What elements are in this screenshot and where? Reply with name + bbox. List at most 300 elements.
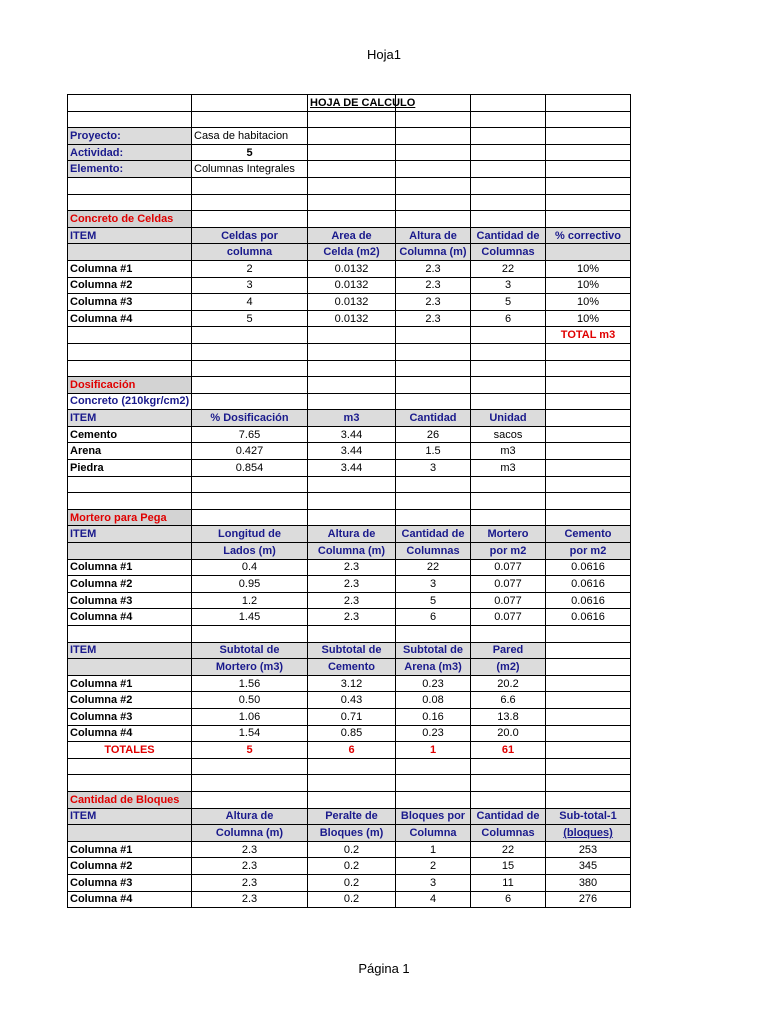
page-footer: Página 1 (358, 961, 410, 976)
table-cell[interactable]: 4 (396, 891, 471, 908)
table-cell[interactable] (192, 194, 308, 211)
table-cell[interactable]: 10% (546, 277, 631, 294)
table-cell[interactable] (308, 211, 396, 228)
table-cell[interactable] (546, 443, 631, 460)
table-cell[interactable]: 0.0132 (308, 294, 396, 311)
table-cell[interactable] (546, 708, 631, 725)
table-cell[interactable]: 0.077 (471, 576, 546, 593)
table-cell[interactable]: 1.56 (192, 675, 308, 692)
table-cell[interactable]: Columna #2 (68, 277, 192, 294)
table-cell[interactable]: ITEM (68, 410, 192, 427)
table-cell[interactable]: Columna #1 (68, 559, 192, 576)
table-row (68, 177, 631, 194)
table-cell[interactable]: 10% (546, 260, 631, 277)
table-cell[interactable]: Columna #2 (68, 858, 192, 875)
table-cell[interactable] (471, 360, 546, 377)
table-cell[interactable]: 13.8 (471, 708, 546, 725)
table-cell[interactable]: Cantidad de (471, 808, 546, 825)
table-cell[interactable]: Columna (396, 825, 471, 842)
table-cell[interactable] (546, 128, 631, 145)
table-cell[interactable] (68, 543, 192, 560)
table-cell[interactable]: 0.0132 (308, 310, 396, 327)
table-cell[interactable] (546, 775, 631, 792)
table-cell[interactable] (396, 144, 471, 161)
table-cell[interactable] (396, 393, 471, 410)
table-cell[interactable]: 3.44 (308, 443, 396, 460)
table-cell[interactable] (308, 493, 396, 510)
table-cell[interactable]: ITEM (68, 526, 192, 543)
table-cell[interactable]: Columnas (471, 825, 546, 842)
table-cell[interactable]: Unidad (471, 410, 546, 427)
table-cell[interactable] (192, 211, 308, 228)
table-cell[interactable] (471, 327, 546, 344)
table-cell[interactable] (68, 476, 192, 493)
table-cell[interactable]: 2.3 (192, 858, 308, 875)
table-cell[interactable]: TOTAL m3 (546, 327, 631, 344)
table-cell[interactable]: Cantidad de (471, 227, 546, 244)
table-cell[interactable]: Subtotal de (308, 642, 396, 659)
table-cell[interactable] (68, 493, 192, 510)
table-cell[interactable]: 6 (471, 310, 546, 327)
table-cell[interactable]: Area de (308, 227, 396, 244)
table-cell[interactable]: Celda (m2) (308, 244, 396, 261)
table-cell[interactable] (192, 493, 308, 510)
table-cell[interactable] (68, 825, 192, 842)
table-cell[interactable]: 1.06 (192, 708, 308, 725)
table-cell[interactable] (546, 211, 631, 228)
table-cell[interactable] (471, 393, 546, 410)
table-cell[interactable]: 2.3 (192, 841, 308, 858)
table-cell[interactable]: 2.3 (308, 576, 396, 593)
table-cell[interactable]: 0.2 (308, 874, 396, 891)
table-cell[interactable]: Cantidad de (396, 526, 471, 543)
table-cell[interactable]: Columnas Integrales (192, 161, 308, 178)
table-cell[interactable] (471, 211, 546, 228)
table-cell[interactable] (308, 476, 396, 493)
table-cell[interactable]: (bloques) (546, 825, 631, 842)
table-cell[interactable]: Piedra (68, 460, 192, 477)
table-cell[interactable]: 0.95 (192, 576, 308, 593)
table-cell[interactable] (546, 95, 631, 112)
table-cell[interactable]: 253 (546, 841, 631, 858)
table-cell[interactable]: 7.65 (192, 426, 308, 443)
table-cell[interactable] (68, 194, 192, 211)
table-cell[interactable]: 0.50 (192, 692, 308, 709)
table-cell[interactable] (471, 377, 546, 394)
table-cell[interactable]: Bloques por (396, 808, 471, 825)
table-cell[interactable] (546, 675, 631, 692)
table-cell[interactable] (396, 509, 471, 526)
spreadsheet-table (67, 94, 631, 908)
table-cell[interactable] (68, 327, 192, 344)
table-cell[interactable]: 6 (308, 742, 396, 759)
table-cell[interactable]: 2.3 (396, 277, 471, 294)
table-cell[interactable]: Columna #3 (68, 592, 192, 609)
table-cell[interactable]: 0.0616 (546, 559, 631, 576)
table-cell[interactable] (308, 360, 396, 377)
table-cell[interactable]: Altura de (192, 808, 308, 825)
table-cell[interactable]: 0.077 (471, 609, 546, 626)
table-cell[interactable] (396, 360, 471, 377)
table-cell[interactable]: 380 (546, 874, 631, 891)
table-cell[interactable]: 0.2 (308, 891, 396, 908)
table-cell[interactable] (546, 194, 631, 211)
table-cell[interactable] (192, 791, 308, 808)
table-cell[interactable]: Columnas (471, 244, 546, 261)
table-cell[interactable]: 6 (471, 891, 546, 908)
table-cell[interactable] (546, 460, 631, 477)
table-cell[interactable] (546, 725, 631, 742)
table-row (68, 194, 631, 211)
table-cell[interactable]: Columna #4 (68, 609, 192, 626)
table-cell[interactable]: Altura de (396, 227, 471, 244)
table-cell[interactable]: % Dosificación (192, 410, 308, 427)
table-cell[interactable]: 0.08 (396, 692, 471, 709)
table-cell[interactable] (396, 194, 471, 211)
table-cell[interactable]: 5 (192, 310, 308, 327)
table-cell[interactable] (308, 393, 396, 410)
table-cell[interactable] (546, 659, 631, 676)
table-cell[interactable] (308, 327, 396, 344)
table-cell[interactable]: Celdas por (192, 227, 308, 244)
table-cell[interactable]: por m2 (471, 543, 546, 560)
table-cell[interactable]: Altura de (308, 526, 396, 543)
table-cell[interactable]: 0.43 (308, 692, 396, 709)
table-cell[interactable] (396, 791, 471, 808)
table-cell[interactable]: 6.6 (471, 692, 546, 709)
table-cell[interactable] (396, 161, 471, 178)
table-cell[interactable]: Arena (m3) (396, 659, 471, 676)
table-cell[interactable]: Columna (m) (192, 825, 308, 842)
table-cell[interactable] (546, 410, 631, 427)
table-cell[interactable]: 10% (546, 310, 631, 327)
table-cell[interactable]: 5 (396, 592, 471, 609)
table-cell[interactable] (192, 360, 308, 377)
table-cell[interactable] (396, 111, 471, 128)
table-cell[interactable] (546, 144, 631, 161)
table-cell[interactable] (471, 343, 546, 360)
table-cell[interactable] (471, 111, 546, 128)
table-cell[interactable] (308, 758, 396, 775)
table-cell[interactable]: 5 (471, 294, 546, 311)
table-cell[interactable]: 276 (546, 891, 631, 908)
table-cell[interactable]: Bloques (m) (308, 825, 396, 842)
table-cell[interactable] (308, 128, 396, 145)
table-cell[interactable]: Subtotal de (192, 642, 308, 659)
table-cell[interactable] (68, 360, 192, 377)
table-cell[interactable] (546, 758, 631, 775)
table-cell[interactable] (546, 426, 631, 443)
table-row (68, 128, 631, 145)
table-cell[interactable]: Columna #1 (68, 841, 192, 858)
table-cell[interactable] (396, 626, 471, 643)
table-cell[interactable] (68, 626, 192, 643)
table-cell[interactable]: 2 (192, 260, 308, 277)
table-cell[interactable]: 3 (192, 277, 308, 294)
table-cell[interactable] (308, 194, 396, 211)
table-cell[interactable] (471, 161, 546, 178)
table-cell[interactable]: Columna #3 (68, 708, 192, 725)
table-cell[interactable]: 22 (471, 260, 546, 277)
table-cell[interactable]: 1.5 (396, 443, 471, 460)
table-cell[interactable]: Subtotal de (396, 642, 471, 659)
table-cell[interactable] (308, 177, 396, 194)
table-cell[interactable] (192, 626, 308, 643)
table-cell[interactable]: sacos (471, 426, 546, 443)
table-cell[interactable]: Columna #2 (68, 576, 192, 593)
table-cell[interactable]: 0.85 (308, 725, 396, 742)
table-cell[interactable]: 0.0616 (546, 609, 631, 626)
table-cell[interactable] (546, 360, 631, 377)
table-row (68, 426, 631, 443)
table-cell[interactable] (546, 377, 631, 394)
table-cell[interactable] (396, 493, 471, 510)
table-cell[interactable] (471, 194, 546, 211)
table-cell[interactable] (68, 95, 192, 112)
table-cell[interactable]: 1.2 (192, 592, 308, 609)
table-cell[interactable]: 3 (396, 460, 471, 477)
table-row (68, 576, 631, 593)
table-cell[interactable]: 0.427 (192, 443, 308, 460)
table-cell[interactable] (396, 758, 471, 775)
table-cell[interactable]: 11 (471, 874, 546, 891)
table-cell[interactable]: m3 (471, 460, 546, 477)
table-cell[interactable]: m3 (471, 443, 546, 460)
table-cell[interactable]: 2.3 (308, 592, 396, 609)
table-cell[interactable]: Columna #1 (68, 675, 192, 692)
table-cell[interactable]: Columna #1 (68, 260, 192, 277)
table-cell[interactable] (68, 659, 192, 676)
table-cell[interactable]: 4 (192, 294, 308, 311)
table-cell[interactable]: Cemento (68, 426, 192, 443)
table-cell[interactable]: 1.54 (192, 725, 308, 742)
table-cell[interactable] (192, 327, 308, 344)
table-cell[interactable] (308, 626, 396, 643)
table-cell[interactable] (546, 244, 631, 261)
table-cell[interactable]: Sub-total-1 (546, 808, 631, 825)
table-cell[interactable]: Columna (m) (396, 244, 471, 261)
table-cell[interactable]: 5 (192, 144, 308, 161)
table-cell[interactable] (396, 377, 471, 394)
table-cell[interactable]: 22 (471, 841, 546, 858)
table-cell[interactable] (308, 509, 396, 526)
table-cell[interactable]: 0.23 (396, 725, 471, 742)
table-cell[interactable]: 6 (396, 609, 471, 626)
table-cell[interactable]: 2.3 (192, 891, 308, 908)
table-cell[interactable] (396, 343, 471, 360)
table-cell[interactable]: Mortero (471, 526, 546, 543)
table-cell[interactable]: 345 (546, 858, 631, 875)
table-cell[interactable]: Proyecto: (68, 128, 192, 145)
table-cell[interactable]: Peralte de (308, 808, 396, 825)
table-cell[interactable]: Columna #3 (68, 874, 192, 891)
table-cell[interactable] (68, 177, 192, 194)
table-cell[interactable] (396, 775, 471, 792)
table-cell[interactable]: Columna #2 (68, 692, 192, 709)
table-cell[interactable] (192, 509, 308, 526)
table-cell[interactable] (546, 161, 631, 178)
table-cell[interactable]: 0.0132 (308, 260, 396, 277)
table-cell[interactable]: 1 (396, 742, 471, 759)
table-cell[interactable]: 2.3 (396, 294, 471, 311)
table-cell[interactable] (546, 393, 631, 410)
table-cell[interactable] (192, 111, 308, 128)
table-cell[interactable]: 10% (546, 294, 631, 311)
table-cell[interactable]: ITEM (68, 227, 192, 244)
table-cell[interactable]: 3.44 (308, 460, 396, 477)
table-cell[interactable]: Casa de habitacion (192, 128, 308, 145)
table-cell[interactable] (192, 775, 308, 792)
table-cell[interactable]: 2.3 (308, 559, 396, 576)
table-cell[interactable] (308, 144, 396, 161)
table-cell[interactable] (308, 775, 396, 792)
table-cell[interactable]: 0.077 (471, 559, 546, 576)
table-cell[interactable]: Cemento (546, 526, 631, 543)
table-cell[interactable]: Columna #4 (68, 310, 192, 327)
table-cell[interactable]: Concreto de Celdas (68, 211, 192, 228)
table-cell[interactable]: 20.2 (471, 675, 546, 692)
table-cell[interactable] (471, 626, 546, 643)
table-cell[interactable]: Elemento: (68, 161, 192, 178)
table-cell[interactable] (192, 95, 308, 112)
table-cell[interactable]: m3 (308, 410, 396, 427)
table-cell[interactable] (308, 791, 396, 808)
table-cell[interactable]: Dosificación (68, 377, 192, 394)
table-cell[interactable]: 3 (471, 277, 546, 294)
table-cell[interactable]: ITEM (68, 808, 192, 825)
table-cell[interactable]: Pared (471, 642, 546, 659)
table-cell[interactable]: Mortero para Pega (68, 509, 192, 526)
table-cell[interactable]: 26 (396, 426, 471, 443)
table-cell[interactable] (546, 493, 631, 510)
table-cell[interactable] (471, 775, 546, 792)
table-cell[interactable]: Cantidad de Bloques (68, 791, 192, 808)
table-cell[interactable] (546, 692, 631, 709)
table-cell[interactable] (546, 791, 631, 808)
table-cell[interactable]: Cantidad (396, 410, 471, 427)
table-cell[interactable] (546, 626, 631, 643)
table-cell[interactable] (471, 509, 546, 526)
table-cell[interactable]: 2.3 (396, 310, 471, 327)
table-cell[interactable]: 0.23 (396, 675, 471, 692)
table-cell[interactable] (68, 111, 192, 128)
table-cell[interactable] (546, 111, 631, 128)
table-cell[interactable]: 3 (396, 576, 471, 593)
table-cell[interactable] (546, 742, 631, 759)
table-cell[interactable]: TOTALES (68, 742, 192, 759)
table-cell[interactable]: 0.2 (308, 858, 396, 875)
table-cell[interactable] (192, 476, 308, 493)
table-cell[interactable] (546, 509, 631, 526)
table-cell[interactable]: ITEM (68, 642, 192, 659)
table-cell[interactable]: 2.3 (308, 609, 396, 626)
table-cell[interactable] (192, 758, 308, 775)
table-cell[interactable]: 0.0132 (308, 277, 396, 294)
table-cell[interactable]: por m2 (546, 543, 631, 560)
table-cell[interactable]: 0.16 (396, 708, 471, 725)
table-cell[interactable]: Actividad: (68, 144, 192, 161)
table-cell[interactable] (471, 476, 546, 493)
table-cell[interactable] (192, 393, 308, 410)
table-cell[interactable]: Mortero (m3) (192, 659, 308, 676)
table-cell[interactable]: Columna (m) (308, 543, 396, 560)
table-cell[interactable]: Columna #3 (68, 294, 192, 311)
table-cell[interactable]: 0.0616 (546, 592, 631, 609)
table-cell[interactable]: Columna #4 (68, 725, 192, 742)
table-cell[interactable]: 22 (396, 559, 471, 576)
table-cell[interactable] (546, 343, 631, 360)
table-cell[interactable]: Arena (68, 443, 192, 460)
table-cell[interactable]: 3.12 (308, 675, 396, 692)
table-cell[interactable] (192, 377, 308, 394)
table-cell[interactable] (471, 95, 546, 112)
table-cell[interactable]: HOJA DE CALCULO (308, 95, 396, 112)
table-cell[interactable] (396, 211, 471, 228)
table-cell[interactable]: 15 (471, 858, 546, 875)
table-cell[interactable]: 2 (396, 858, 471, 875)
table-cell[interactable]: 0.077 (471, 592, 546, 609)
table-cell[interactable] (471, 758, 546, 775)
table-cell[interactable]: 3 (396, 874, 471, 891)
table-cell[interactable]: Lados (m) (192, 543, 308, 560)
table-cell[interactable]: Columna #4 (68, 891, 192, 908)
table-cell[interactable] (308, 377, 396, 394)
table-cell[interactable] (68, 775, 192, 792)
table-cell[interactable]: 0.0616 (546, 576, 631, 593)
table-cell[interactable] (396, 476, 471, 493)
table-cell[interactable] (192, 343, 308, 360)
table-cell[interactable] (68, 343, 192, 360)
table-cell[interactable]: 1 (396, 841, 471, 858)
table-cell[interactable] (308, 111, 396, 128)
table-cell[interactable]: Longitud de (192, 526, 308, 543)
table-cell[interactable] (68, 758, 192, 775)
table-cell[interactable]: 20.0 (471, 725, 546, 742)
table-cell[interactable]: Concreto (210kgr/cm2) (68, 393, 192, 410)
table-cell[interactable] (68, 244, 192, 261)
table-cell[interactable] (396, 128, 471, 145)
table-cell[interactable] (396, 327, 471, 344)
table-cell[interactable]: 3.44 (308, 426, 396, 443)
table-cell[interactable]: Columnas (396, 543, 471, 560)
table-cell[interactable] (471, 177, 546, 194)
table-cell[interactable] (471, 144, 546, 161)
table-cell[interactable] (546, 642, 631, 659)
table-cell[interactable]: (m2) (471, 659, 546, 676)
table-cell[interactable] (546, 476, 631, 493)
table-cell[interactable] (471, 791, 546, 808)
table-cell[interactable]: 0.2 (308, 841, 396, 858)
table-cell[interactable] (308, 161, 396, 178)
table-cell[interactable]: Cemento (308, 659, 396, 676)
table-cell[interactable] (471, 128, 546, 145)
table-cell[interactable]: 0.854 (192, 460, 308, 477)
table-cell[interactable] (396, 177, 471, 194)
table-cell[interactable]: % correctivo (546, 227, 631, 244)
table-cell[interactable]: 61 (471, 742, 546, 759)
table-cell[interactable] (308, 343, 396, 360)
table-cell[interactable]: 2.3 (192, 874, 308, 891)
table-cell[interactable] (192, 177, 308, 194)
table-cell[interactable]: 1.45 (192, 609, 308, 626)
table-cell[interactable]: columna (192, 244, 308, 261)
table-cell[interactable]: 2.3 (396, 260, 471, 277)
table-cell[interactable]: 0.71 (308, 708, 396, 725)
table-cell[interactable] (546, 177, 631, 194)
table-cell[interactable]: 0.4 (192, 559, 308, 576)
table-cell[interactable] (471, 493, 546, 510)
table-cell[interactable]: 5 (192, 742, 308, 759)
